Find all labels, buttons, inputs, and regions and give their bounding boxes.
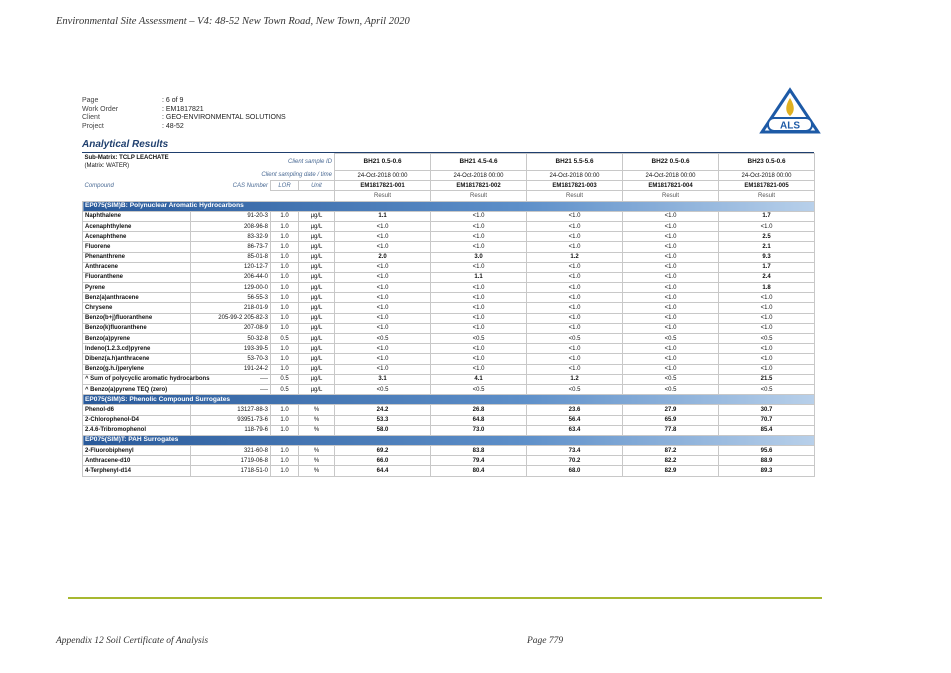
- result-cell: 56.4: [527, 415, 623, 425]
- compound-cell: Anthracene: [83, 262, 191, 272]
- lor-cell: 1.0: [271, 446, 299, 456]
- lab-id-cell: EM1817821-004: [623, 181, 719, 191]
- result-cell: <1.0: [527, 323, 623, 333]
- unit-cell: µg/L: [299, 303, 335, 313]
- table-row: [83, 283, 815, 293]
- result-cell: <1.0: [335, 313, 431, 323]
- result-cell: <1.0: [623, 211, 719, 221]
- analytical-results-table: [82, 153, 815, 477]
- cas-cell: 218-01-9: [191, 303, 271, 313]
- result-cell: 23.6: [527, 405, 623, 415]
- result-cell: <1.0: [431, 344, 527, 354]
- cas-cell: 208-96-8: [191, 221, 271, 231]
- section-title: EP075(SIM)S: Phenolic Compound Surrogates: [83, 395, 815, 405]
- result-cell: <1.0: [335, 354, 431, 364]
- unit-cell: µg/L: [299, 211, 335, 221]
- result-cell: <1.0: [431, 232, 527, 242]
- result-cell: <1.0: [335, 293, 431, 303]
- table-row: [83, 232, 815, 242]
- lor-cell: 1.0: [271, 354, 299, 364]
- result-cell: <1.0: [335, 303, 431, 313]
- result-cell: 2.5: [719, 232, 815, 242]
- result-cell: <1.0: [623, 354, 719, 364]
- section-header: [83, 201, 815, 211]
- compound-cell: 2-Fluorobiphenyl: [83, 446, 191, 456]
- meta-row: [82, 114, 286, 123]
- result-cell: <1.0: [335, 221, 431, 231]
- lor-cell: 1.0: [271, 262, 299, 272]
- unit-cell: µg/L: [299, 344, 335, 354]
- result-cell: 70.7: [719, 415, 815, 425]
- result-cell: <1.0: [335, 283, 431, 293]
- cas-cell: 93951-73-6: [191, 415, 271, 425]
- result-cell: <1.0: [335, 323, 431, 333]
- compound-cell: Benzo(k)fluoranthene: [83, 323, 191, 333]
- table-row: [83, 415, 815, 425]
- lor-cell: 1.0: [271, 456, 299, 466]
- result-cell: <1.0: [527, 242, 623, 252]
- result-cell: <0.5: [431, 384, 527, 394]
- compound-cell: ^ Sum of polycyclic aromatic hydrocarbons: [83, 374, 191, 384]
- result-label-cell: Result: [623, 191, 719, 201]
- unit-cell: µg/L: [299, 272, 335, 282]
- result-cell: <1.0: [623, 232, 719, 242]
- result-cell: 69.2: [335, 446, 431, 456]
- table-row: [83, 242, 815, 252]
- cas-cell: 193-39-5: [191, 344, 271, 354]
- cas-cell: 56-55-3: [191, 293, 271, 303]
- compound-cell: Benzo(b+j)fluoranthene: [83, 313, 191, 323]
- result-cell: <0.5: [431, 334, 527, 344]
- result-cell: 1.2: [527, 374, 623, 384]
- result-cell: 82.9: [623, 466, 719, 476]
- result-cell: <1.0: [431, 313, 527, 323]
- result-cell: 68.0: [527, 466, 623, 476]
- compound-cell: Phenanthrene: [83, 252, 191, 262]
- cas-cell: 205-99-2 205-82-3: [191, 313, 271, 323]
- result-cell: <0.5: [335, 334, 431, 344]
- result-cell: <1.0: [527, 283, 623, 293]
- compound-cell: 4-Terphenyl-d14: [83, 466, 191, 476]
- cas-header: CAS Number: [232, 182, 268, 189]
- result-cell: <1.0: [623, 252, 719, 262]
- cas-cell: 53-70-3: [191, 354, 271, 364]
- compound-cell: Benz(a)anthracene: [83, 293, 191, 303]
- meta-row: [82, 106, 286, 115]
- result-cell: <1.0: [623, 364, 719, 374]
- result-cell: <0.5: [527, 384, 623, 394]
- compound-header: Compound: [84, 182, 114, 189]
- compound-cell: Anthracene-d10: [83, 456, 191, 466]
- meta-row: [82, 97, 286, 106]
- result-cell: <0.5: [623, 334, 719, 344]
- table-row: [83, 425, 815, 435]
- unit-cell: %: [299, 425, 335, 435]
- result-cell: <1.0: [719, 323, 815, 333]
- section-header: [83, 435, 815, 445]
- result-cell: <1.0: [719, 344, 815, 354]
- result-cell: <1.0: [527, 221, 623, 231]
- result-cell: 26.8: [431, 405, 527, 415]
- lor-cell: 0.5: [271, 334, 299, 344]
- meta-value: : 6 of 9: [162, 97, 184, 104]
- als-logo-icon: [758, 88, 822, 136]
- table-row: [83, 405, 815, 415]
- logo-text: ALS: [780, 120, 800, 132]
- sub-matrix-label: Sub-Matrix: TCLP LEACHATE: [84, 155, 169, 161]
- compound-cell: Chrysene: [83, 303, 191, 313]
- lor-cell: 0.5: [271, 384, 299, 394]
- result-cell: <0.5: [719, 384, 815, 394]
- compound-cell: 2-Chlorophenol-D4: [83, 415, 191, 425]
- result-cell: 88.9: [719, 456, 815, 466]
- meta-key: Work Order: [82, 105, 119, 113]
- compound-cell: Fluorene: [83, 242, 191, 252]
- result-cell: 70.2: [527, 456, 623, 466]
- lab-id-cell: EM1817821-001: [335, 181, 431, 191]
- lor-cell: 1.0: [271, 283, 299, 293]
- result-cell: <0.5: [719, 334, 815, 344]
- result-cell: <1.0: [431, 323, 527, 333]
- lor-cell: 1.0: [271, 313, 299, 323]
- result-cell: 83.8: [431, 446, 527, 456]
- result-label-cell: Result: [335, 191, 431, 201]
- matrix-label: (Matrix: WATER): [84, 163, 130, 169]
- result-cell: <1.0: [623, 242, 719, 252]
- result-cell: <1.0: [431, 354, 527, 364]
- lor-cell: 1.0: [271, 415, 299, 425]
- table-row: [83, 221, 815, 231]
- unit-cell: %: [299, 456, 335, 466]
- meta-value: : EM1817821: [162, 105, 204, 113]
- result-cell: 66.0: [335, 456, 431, 466]
- result-cell: <1.0: [527, 303, 623, 313]
- result-cell: 89.3: [719, 466, 815, 476]
- result-cell: <1.0: [527, 262, 623, 272]
- lor-cell: 1.0: [271, 221, 299, 231]
- lor-cell: 1.0: [271, 303, 299, 313]
- client-sample-id-label: Client sample ID: [288, 159, 333, 165]
- meta-row: [82, 123, 286, 132]
- compound-cell: Fluoranthene: [83, 272, 191, 282]
- result-cell: <1.0: [527, 313, 623, 323]
- table-row: [83, 384, 815, 394]
- footer-appendix: Appendix 12 Soil Certificate of Analysis: [56, 636, 209, 646]
- section-title: EP075(SIM)T: PAH Surrogates: [83, 435, 815, 445]
- cas-cell: 86-73-7: [191, 242, 271, 252]
- compound-cell: Acenaphthene: [83, 232, 191, 242]
- result-cell: <1.0: [527, 232, 623, 242]
- result-cell: <1.0: [335, 364, 431, 374]
- table-row: [83, 252, 815, 262]
- lor-cell: 1.0: [271, 252, 299, 262]
- result-cell: 58.0: [335, 425, 431, 435]
- result-cell: 1.7: [719, 211, 815, 221]
- result-cell: <1.0: [527, 354, 623, 364]
- unit-cell: µg/L: [299, 221, 335, 231]
- result-cell: <1.0: [335, 272, 431, 282]
- compound-cell: Benzo(g.h.i)perylene: [83, 364, 191, 374]
- result-cell: <1.0: [623, 313, 719, 323]
- cas-cell: 206-44-0: [191, 272, 271, 282]
- unit-header: Unit: [299, 181, 335, 191]
- sampling-date-cell: 24-Oct-2018 00:00: [719, 171, 815, 181]
- result-cell: <1.0: [335, 232, 431, 242]
- table-row: [83, 293, 815, 303]
- cas-cell: 191-24-2: [191, 364, 271, 374]
- table-row: [83, 313, 815, 323]
- lab-id-cell: EM1817821-003: [527, 181, 623, 191]
- cas-cell: 85-01-8: [191, 252, 271, 262]
- unit-cell: µg/L: [299, 334, 335, 344]
- result-cell: 3.1: [335, 374, 431, 384]
- result-cell: <1.0: [527, 344, 623, 354]
- sample-id-cell: BH23 0.5-0.6: [719, 154, 815, 171]
- column-header-row: [83, 181, 815, 191]
- result-cell: 77.8: [623, 425, 719, 435]
- lor-cell: 1.0: [271, 272, 299, 282]
- unit-cell: µg/L: [299, 293, 335, 303]
- sampling-date-cell: 24-Oct-2018 00:00: [527, 171, 623, 181]
- result-cell: 64.4: [335, 466, 431, 476]
- cas-cell: 13127-88-3: [191, 405, 271, 415]
- footer-page-number: Page 779: [527, 636, 564, 646]
- result-cell: <1.0: [431, 283, 527, 293]
- result-cell: 87.2: [623, 446, 719, 456]
- sample-id-cell: BH21 5.5-5.6: [527, 154, 623, 171]
- unit-cell: µg/L: [299, 354, 335, 364]
- cas-cell: 207-08-9: [191, 323, 271, 333]
- cas-cell: 50-32-8: [191, 334, 271, 344]
- unit-cell: µg/L: [299, 364, 335, 374]
- compound-cell: 2.4.6-Tribromophenol: [83, 425, 191, 435]
- meta-key: Page: [82, 97, 99, 104]
- result-cell: <1.0: [431, 364, 527, 374]
- result-cell: <0.5: [623, 374, 719, 384]
- result-cell: 1.1: [431, 272, 527, 282]
- sample-id-row: [83, 154, 815, 171]
- sample-id-cell: BH21 0.5-0.6: [335, 154, 431, 171]
- result-label-row: [83, 191, 815, 201]
- section-header: [83, 395, 815, 405]
- lor-cell: 1.0: [271, 344, 299, 354]
- cas-cell: ----: [191, 384, 271, 394]
- table-row: [83, 364, 815, 374]
- lor-cell: 1.0: [271, 211, 299, 221]
- result-cell: 53.3: [335, 415, 431, 425]
- table-row: [83, 456, 815, 466]
- result-cell: 9.3: [719, 252, 815, 262]
- unit-cell: µg/L: [299, 232, 335, 242]
- result-cell: 2.4: [719, 272, 815, 282]
- unit-cell: µg/L: [299, 323, 335, 333]
- result-cell: 2.1: [719, 242, 815, 252]
- result-cell: <1.0: [623, 303, 719, 313]
- result-cell: 65.9: [623, 415, 719, 425]
- result-cell: <1.0: [623, 344, 719, 354]
- section-title: EP075(SIM)B: Polynuclear Aromatic Hydrocarbons: [83, 201, 815, 211]
- compound-cell: Dibenz(a.h)anthracene: [83, 354, 191, 364]
- result-cell: <0.5: [527, 334, 623, 344]
- result-cell: <1.0: [623, 293, 719, 303]
- result-cell: 85.4: [719, 425, 815, 435]
- unit-cell: µg/L: [299, 313, 335, 323]
- lab-id-cell: EM1817821-002: [431, 181, 527, 191]
- table-row: [83, 374, 815, 384]
- compound-cell: Pyrene: [83, 283, 191, 293]
- sample-id-cell: BH21 4.5-4.6: [431, 154, 527, 171]
- result-cell: <1.0: [431, 262, 527, 272]
- result-cell: <1.0: [335, 262, 431, 272]
- table-row: [83, 446, 815, 456]
- unit-cell: %: [299, 466, 335, 476]
- result-cell: 1.1: [335, 211, 431, 221]
- table-row: [83, 334, 815, 344]
- table-row: [83, 211, 815, 221]
- cas-cell: 321-60-8: [191, 446, 271, 456]
- lor-cell: 0.5: [271, 374, 299, 384]
- result-cell: <0.5: [335, 384, 431, 394]
- meta-key: Project: [82, 122, 104, 130]
- lor-cell: 1.0: [271, 242, 299, 252]
- result-cell: 73.0: [431, 425, 527, 435]
- result-label-cell: Result: [431, 191, 527, 201]
- result-cell: <1.0: [527, 272, 623, 282]
- result-cell: 4.1: [431, 374, 527, 384]
- result-cell: <1.0: [719, 354, 815, 364]
- result-cell: <1.0: [431, 293, 527, 303]
- unit-cell: µg/L: [299, 283, 335, 293]
- unit-cell: %: [299, 415, 335, 425]
- lab-id-cell: EM1817821-005: [719, 181, 815, 191]
- result-cell: 63.4: [527, 425, 623, 435]
- unit-cell: µg/L: [299, 384, 335, 394]
- table-row: [83, 344, 815, 354]
- result-cell: <1.0: [623, 221, 719, 231]
- result-cell: 1.7: [719, 262, 815, 272]
- table-row: [83, 354, 815, 364]
- lor-cell: 1.0: [271, 405, 299, 415]
- result-cell: <1.0: [431, 303, 527, 313]
- cas-cell: 91-20-3: [191, 211, 271, 221]
- page-title: Analytical Results: [82, 139, 169, 150]
- cas-cell: 1719-06-8: [191, 456, 271, 466]
- lor-cell: 1.0: [271, 364, 299, 374]
- table-row: [83, 272, 815, 282]
- result-cell: <1.0: [623, 323, 719, 333]
- result-cell: <1.0: [719, 303, 815, 313]
- result-cell: <0.5: [623, 384, 719, 394]
- meta-value: : 48-52: [162, 122, 184, 130]
- compound-cell: ^ Benzo(a)pyrene TEQ (zero): [83, 384, 191, 394]
- lor-cell: 1.0: [271, 323, 299, 333]
- result-cell: 80.4: [431, 466, 527, 476]
- cas-cell: 129-00-0: [191, 283, 271, 293]
- sampling-date-cell: 24-Oct-2018 00:00: [623, 171, 719, 181]
- unit-cell: µg/L: [299, 262, 335, 272]
- result-cell: <1.0: [623, 272, 719, 282]
- meta-key: Client: [82, 114, 100, 122]
- result-cell: 64.8: [431, 415, 527, 425]
- compound-cell: Phenol-d6: [83, 405, 191, 415]
- table-row: [83, 466, 815, 476]
- result-cell: 27.9: [623, 405, 719, 415]
- result-cell: 82.2: [623, 456, 719, 466]
- unit-cell: %: [299, 446, 335, 456]
- lor-cell: 1.0: [271, 425, 299, 435]
- lor-header: LOR: [271, 181, 299, 191]
- cas-cell: 1718-51-0: [191, 466, 271, 476]
- table-row: [83, 303, 815, 313]
- compound-cell: Indeno(1.2.3.cd)pyrene: [83, 344, 191, 354]
- cas-cell: 118-79-6: [191, 425, 271, 435]
- unit-cell: %: [299, 405, 335, 415]
- result-cell: <1.0: [431, 242, 527, 252]
- table-row: [83, 323, 815, 333]
- result-cell: <1.0: [335, 242, 431, 252]
- result-cell: 24.2: [335, 405, 431, 415]
- result-cell: <1.0: [335, 344, 431, 354]
- result-cell: <1.0: [719, 364, 815, 374]
- meta-value: : GEO-ENVIRONMENTAL SOLUTIONS: [162, 114, 286, 122]
- sampling-date-cell: 24-Oct-2018 00:00: [335, 171, 431, 181]
- result-cell: <1.0: [719, 293, 815, 303]
- sampling-date-cell: 24-Oct-2018 00:00: [431, 171, 527, 181]
- result-cell: 73.4: [527, 446, 623, 456]
- compound-cell: Acenaphthylene: [83, 221, 191, 231]
- cas-cell: 120-12-7: [191, 262, 271, 272]
- sample-id-cell: BH22 0.5-0.6: [623, 154, 719, 171]
- result-cell: <1.0: [527, 211, 623, 221]
- lor-cell: 1.0: [271, 466, 299, 476]
- result-cell: <1.0: [623, 262, 719, 272]
- result-cell: 2.0: [335, 252, 431, 262]
- result-cell: 3.0: [431, 252, 527, 262]
- unit-cell: µg/L: [299, 252, 335, 262]
- result-cell: <1.0: [527, 293, 623, 303]
- lor-cell: 1.0: [271, 293, 299, 303]
- result-cell: <1.0: [527, 364, 623, 374]
- result-cell: <1.0: [431, 211, 527, 221]
- table-row: [83, 262, 815, 272]
- unit-cell: µg/L: [299, 242, 335, 252]
- footer-divider: [68, 597, 822, 599]
- result-cell: 21.5: [719, 374, 815, 384]
- result-cell: <1.0: [719, 221, 815, 231]
- result-cell: 30.7: [719, 405, 815, 415]
- compound-cell: Benzo(a)pyrene: [83, 334, 191, 344]
- report-meta: [82, 97, 286, 131]
- cas-cell: ----: [191, 374, 271, 384]
- unit-cell: µg/L: [299, 374, 335, 384]
- result-cell: 95.6: [719, 446, 815, 456]
- sampling-date-row: [83, 171, 815, 181]
- result-label-cell: Result: [527, 191, 623, 201]
- result-label-cell: Result: [719, 191, 815, 201]
- cas-cell: 83-32-9: [191, 232, 271, 242]
- page-header: Environmental Site Assessment – V4: 48-52 New Town Road, New Town, April 2020: [56, 16, 410, 27]
- result-cell: 1.8: [719, 283, 815, 293]
- lor-cell: 1.0: [271, 232, 299, 242]
- compound-cell: Naphthalene: [83, 211, 191, 221]
- sampling-date-label: Client sampling date / time: [261, 172, 333, 179]
- result-cell: <1.0: [719, 313, 815, 323]
- result-cell: <1.0: [623, 283, 719, 293]
- result-cell: 79.4: [431, 456, 527, 466]
- result-cell: <1.0: [431, 221, 527, 231]
- result-cell: 1.2: [527, 252, 623, 262]
